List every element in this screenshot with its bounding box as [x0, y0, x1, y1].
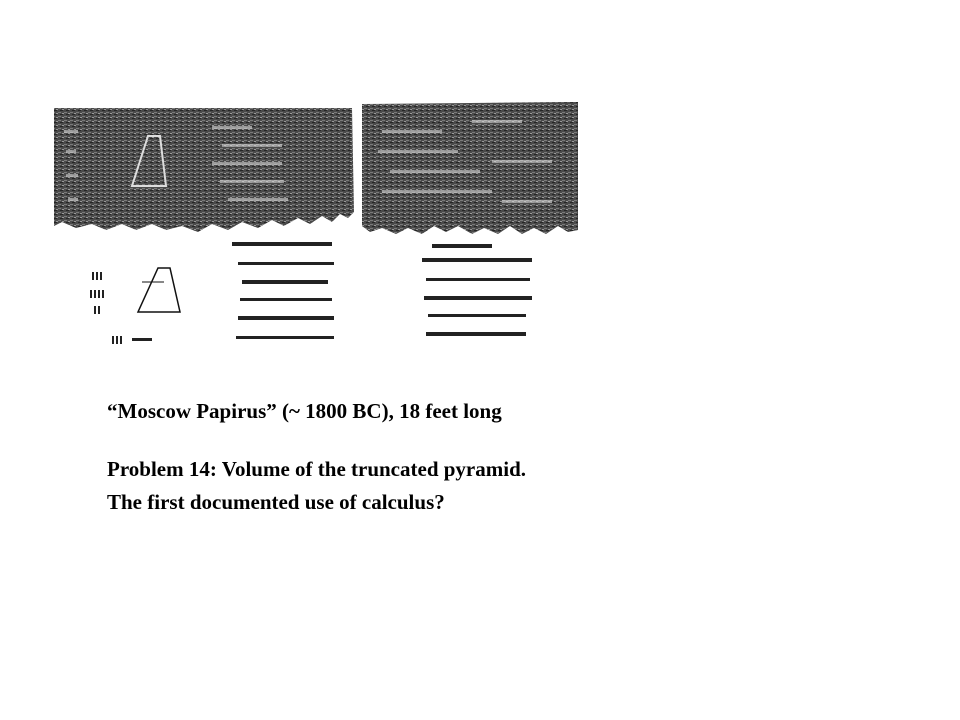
caption-question: The first documented use of calculus?	[107, 490, 445, 514]
caption-title: “Moscow Papirus” (~ 1800 BC), 18 feet long	[107, 399, 502, 423]
papyrus-fragment-left	[54, 108, 354, 232]
transcription-left	[90, 242, 334, 344]
transcription-right	[422, 244, 532, 336]
papyrus-fragment-right	[362, 102, 578, 234]
papyrus-figure	[52, 100, 580, 352]
caption-problem: Problem 14: Volume of the truncated pyramid.	[107, 457, 527, 481]
